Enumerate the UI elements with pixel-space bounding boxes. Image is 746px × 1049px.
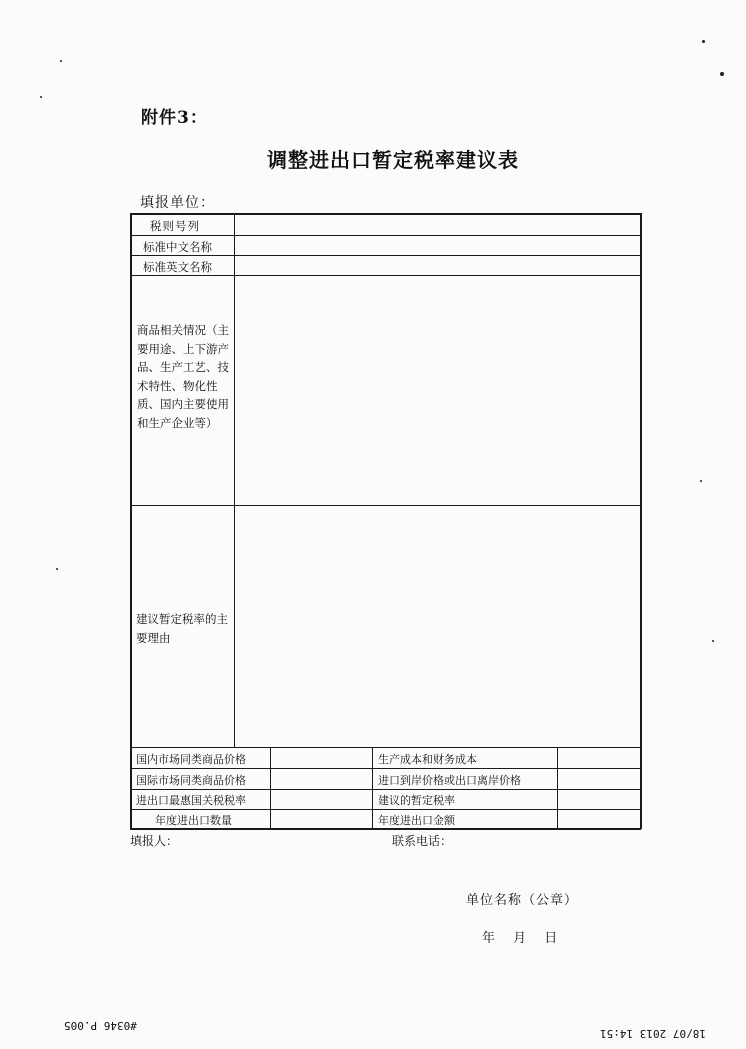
- main-reason-label: 建议暂定税率的主要理由: [136, 612, 228, 645]
- attachment-label: 附件3：: [141, 108, 208, 128]
- english-name-label: 标准英文名称: [143, 260, 212, 274]
- domestic-price-label: 国内市场同类商品价格: [136, 753, 246, 766]
- mfn-rate-label: 进出口最惠国关税税率: [136, 794, 246, 807]
- row-line-4: [130, 505, 641, 506]
- annual-quantity-label: 年度进出口数量: [155, 814, 232, 827]
- scan-speck: [40, 96, 42, 98]
- fax-time-stamp: 18/07 2013 14:51: [600, 1027, 706, 1040]
- label-column-divider: [234, 213, 235, 747]
- row-line-1: [130, 235, 641, 236]
- proposed-rate-label: 建议的暂定税率: [378, 794, 455, 807]
- scan-speck: [702, 40, 705, 43]
- scan-speck: [712, 640, 714, 642]
- chinese-name-label: 标准中文名称: [143, 240, 212, 254]
- filler-label: 填报人：: [130, 834, 179, 848]
- scan-speck: [700, 480, 702, 482]
- row-line-7: [130, 789, 641, 790]
- bottom-divider-1: [270, 747, 271, 829]
- row-line-top: [130, 213, 641, 215]
- date-label: 年 月 日: [482, 931, 558, 946]
- row-line-8: [130, 809, 641, 810]
- row-line-5: [130, 747, 641, 748]
- row-line-2: [130, 255, 641, 256]
- tariff-number-label: 税则号列: [150, 219, 200, 233]
- table-left-border: [130, 213, 132, 829]
- annual-amount-label: 年度进出口金额: [378, 814, 455, 827]
- production-cost-label: 生产成本和财务成本: [378, 753, 477, 766]
- bottom-divider-2: [372, 747, 373, 829]
- phone-label: 联系电话：: [392, 834, 453, 848]
- import-export-price-label: 进口到岸价格或出口离岸价格: [378, 774, 521, 787]
- bottom-divider-3: [557, 747, 558, 829]
- row-line-6: [130, 768, 641, 769]
- row-line-3: [130, 275, 641, 276]
- unit-name-seal: 单位名称（公章）: [466, 893, 579, 908]
- product-info-label: 商品相关情况（主要用途、上下游产品、生产工艺、技术特性、物化性质、国内主要使用和生产企业等）: [137, 323, 229, 430]
- fill-unit-label: 填报单位：: [140, 195, 215, 211]
- table-right-border: [640, 213, 642, 829]
- row-line-bottom: [130, 828, 641, 830]
- international-price-label: 国际市场同类商品价格: [136, 774, 246, 787]
- scan-speck: [60, 60, 62, 62]
- fax-page-stamp: #0346 P.005: [64, 1019, 137, 1032]
- scan-speck: [56, 568, 58, 570]
- page-title: 调整进出口暂定税率建议表: [267, 148, 519, 172]
- scan-speck: [720, 72, 724, 76]
